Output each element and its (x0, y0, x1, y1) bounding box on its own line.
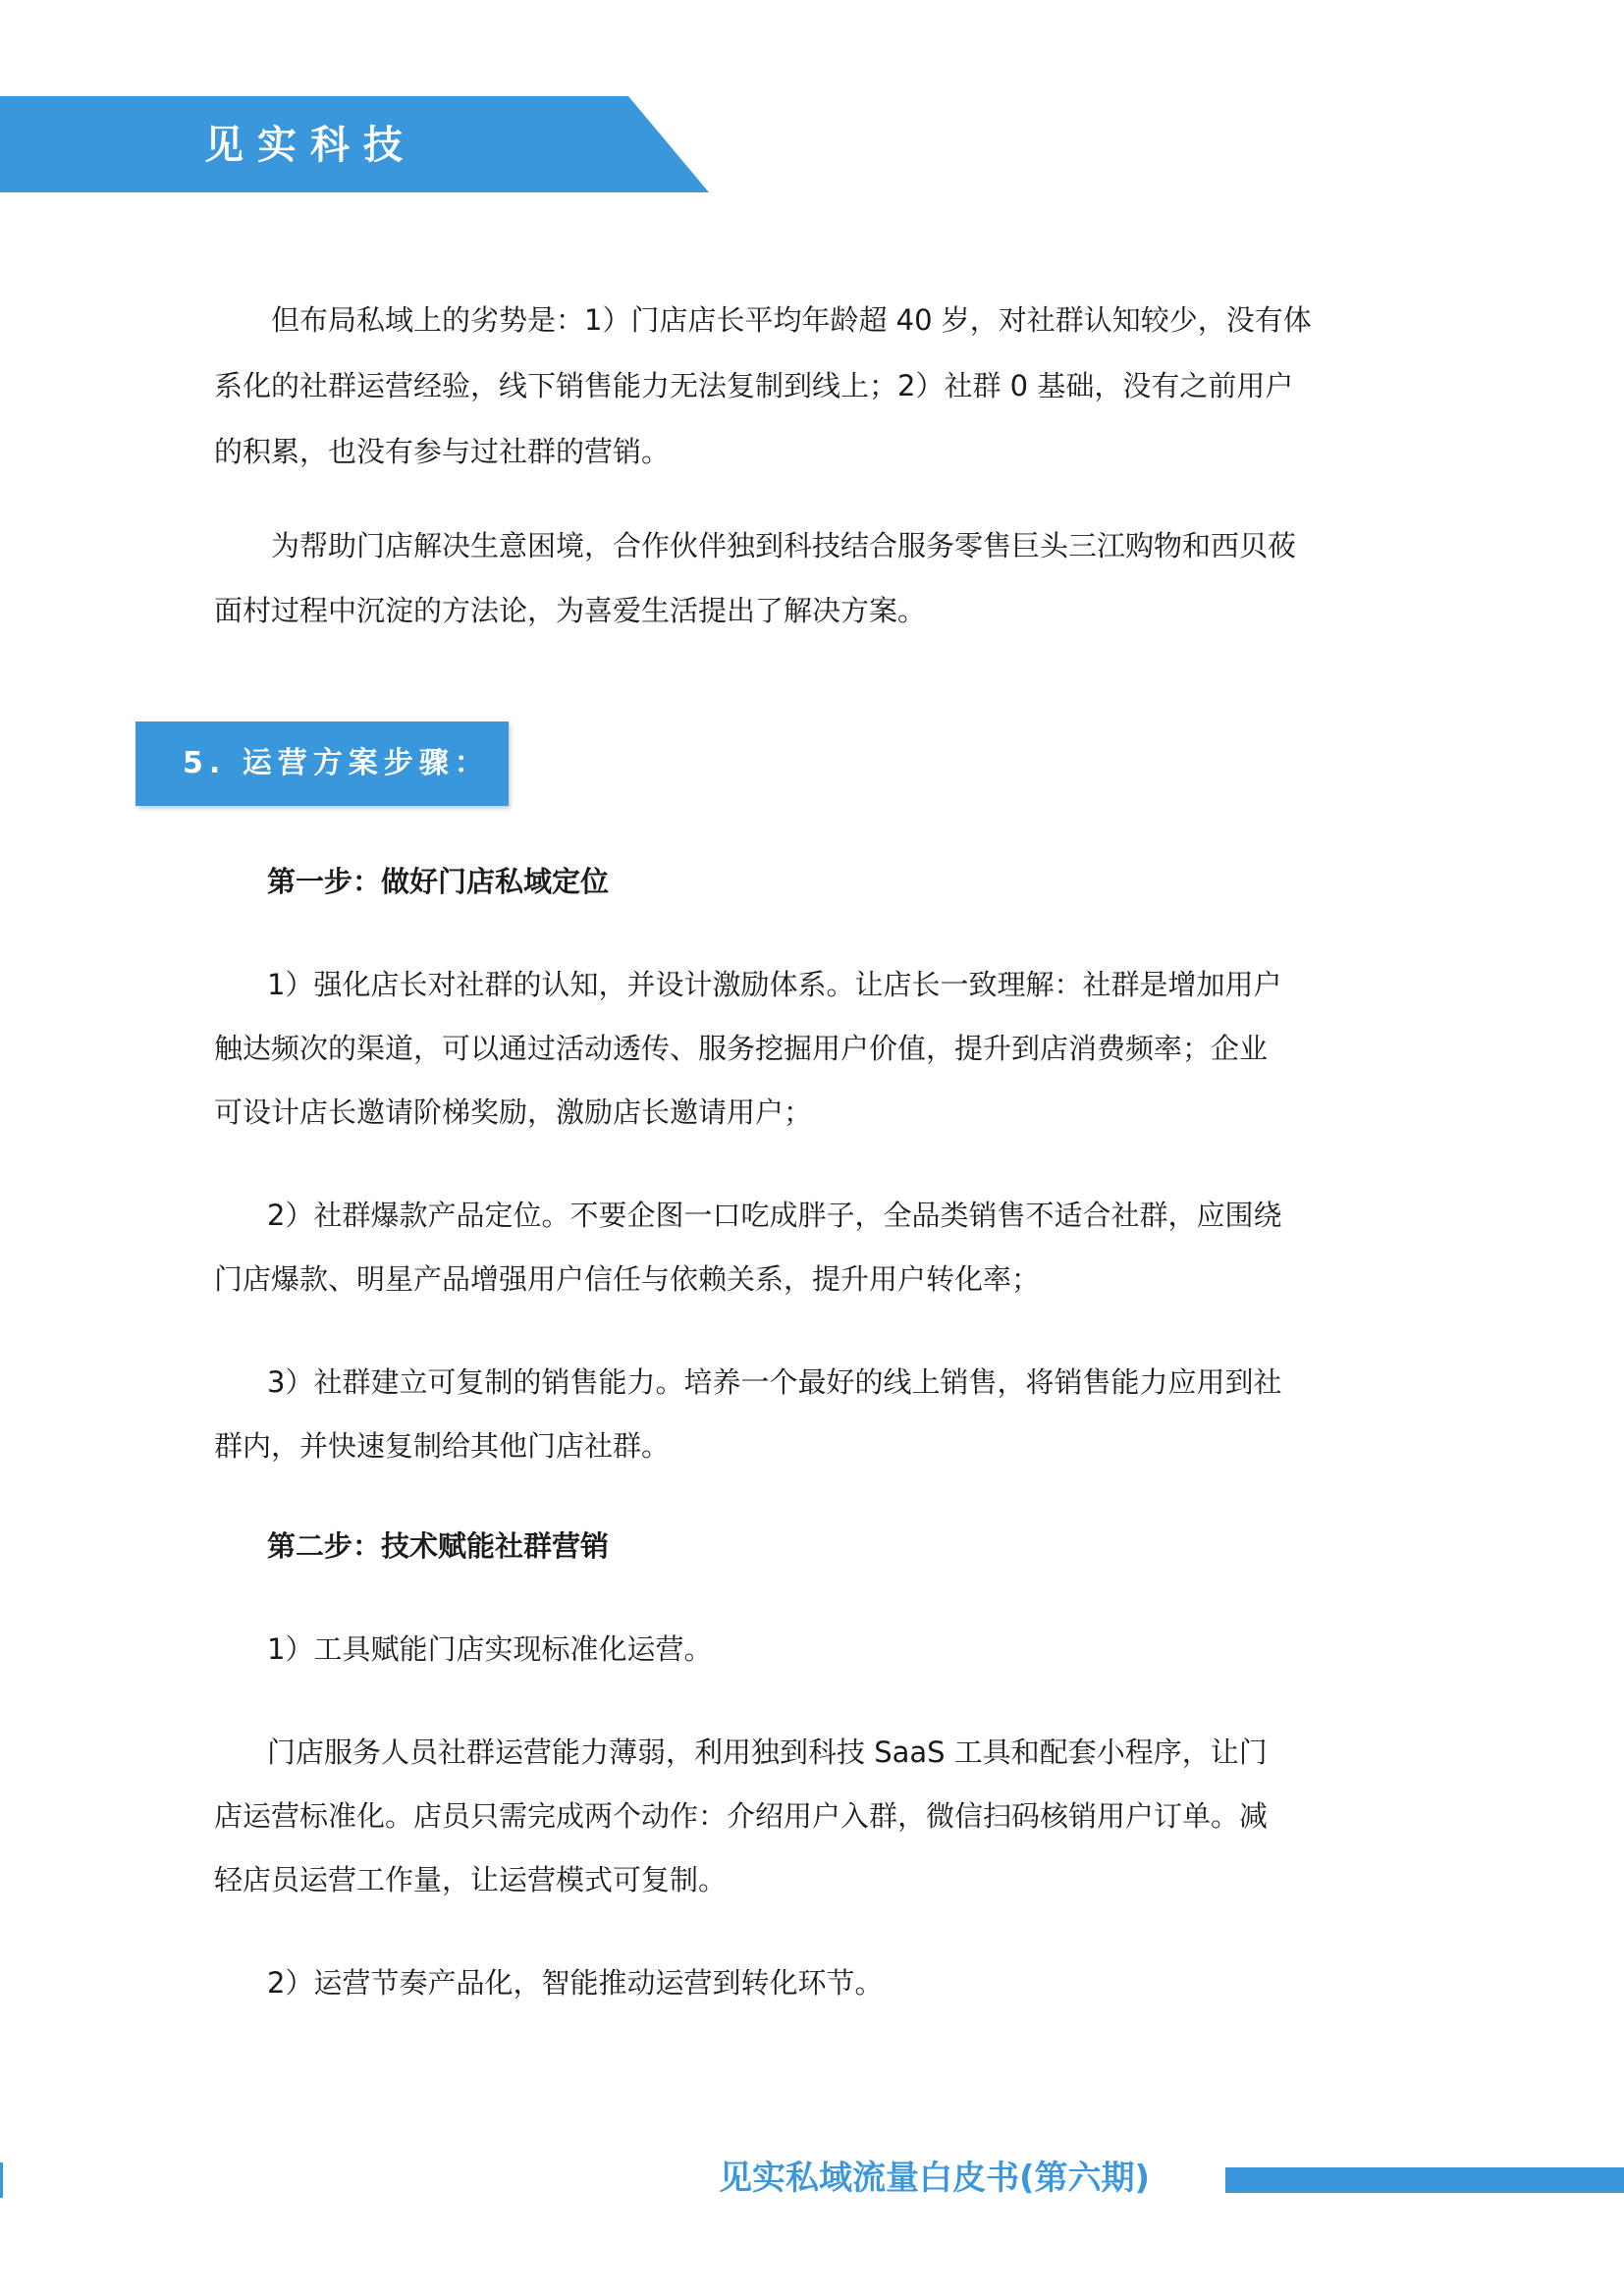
footer-right-bar (1225, 2167, 1624, 2193)
intro-p2-line-1: 为帮助门店解决生意困境，合作伙伴独到科技结合服务零售巨头三江购物和西贝莜 (271, 529, 1297, 562)
intro-p1-line-1: 但布局私域上的劣势是：1）门店店长平均年龄超 40 岁，对社群认知较少，没有体 (271, 303, 1312, 337)
step1-item3-line-1: 3）社群建立可复制的销售能力。培养一个最好的线上销售，将销售能力应用到社 (267, 1365, 1282, 1399)
step1-item3-line-2: 群内，并快速复制给其他门店社群。 (214, 1429, 671, 1463)
intro-p1-line-2: 系化的社群运营经验，线下销售能力无法复制到线上；2）社群 0 基础，没有之前用户 (214, 369, 1294, 402)
step2-heading: 第二步：技术赋能社群营销 (267, 1529, 610, 1563)
step2-item2: 2）运营节奏产品化，智能推动运营到转化环节。 (267, 1966, 884, 2000)
intro-p1-line-3: 的积累，也没有参与过社群的营销。 (214, 435, 671, 468)
step2-item1: 1）工具赋能门店实现标准化运营。 (267, 1632, 713, 1666)
section-badge-label: 5. 运营方案步骤： (183, 746, 490, 780)
brand-title: 见实科技 (204, 123, 416, 168)
footer-title: 见实私域流量白皮书(第六期) (719, 2159, 1151, 2198)
step2-body-line-2: 店运营标准化。店员只需完成两个动作：介绍用户入群，微信扫码核销用户订单。减 (214, 1799, 1269, 1833)
step2-body-line-3: 轻店员运营工作量，让运营模式可复制。 (214, 1863, 728, 1896)
step1-item1-line-1: 1）强化店长对社群的认知，并设计激励体系。让店长一致理解：社群是增加用户 (267, 968, 1282, 1001)
step1-heading: 第一步：做好门店私域定位 (267, 865, 610, 898)
footer-left-bar (0, 2163, 3, 2198)
step1-item2-line-1: 2）社群爆款产品定位。不要企图一口吃成胖子，全品类销售不适合社群，应围绕 (267, 1199, 1282, 1232)
intro-p2-line-2: 面村过程中沉淀的方法论，为喜爱生活提出了解决方案。 (214, 594, 927, 627)
step1-item2-line-2: 门店爆款、明星产品增强用户信任与依赖关系，提升用户转化率； (214, 1262, 1041, 1296)
step2-body-line-1: 门店服务人员社群运营能力薄弱，利用独到科技 SaaS 工具和配套小程序，让门 (267, 1735, 1268, 1769)
step1-item1-line-2: 触达频次的渠道，可以通过活动透传、服务挖掘用户价值，提升到店消费频率；企业 (214, 1032, 1269, 1065)
step1-item1-line-3: 可设计店长邀请阶梯奖励，激励店长邀请用户； (214, 1095, 813, 1129)
